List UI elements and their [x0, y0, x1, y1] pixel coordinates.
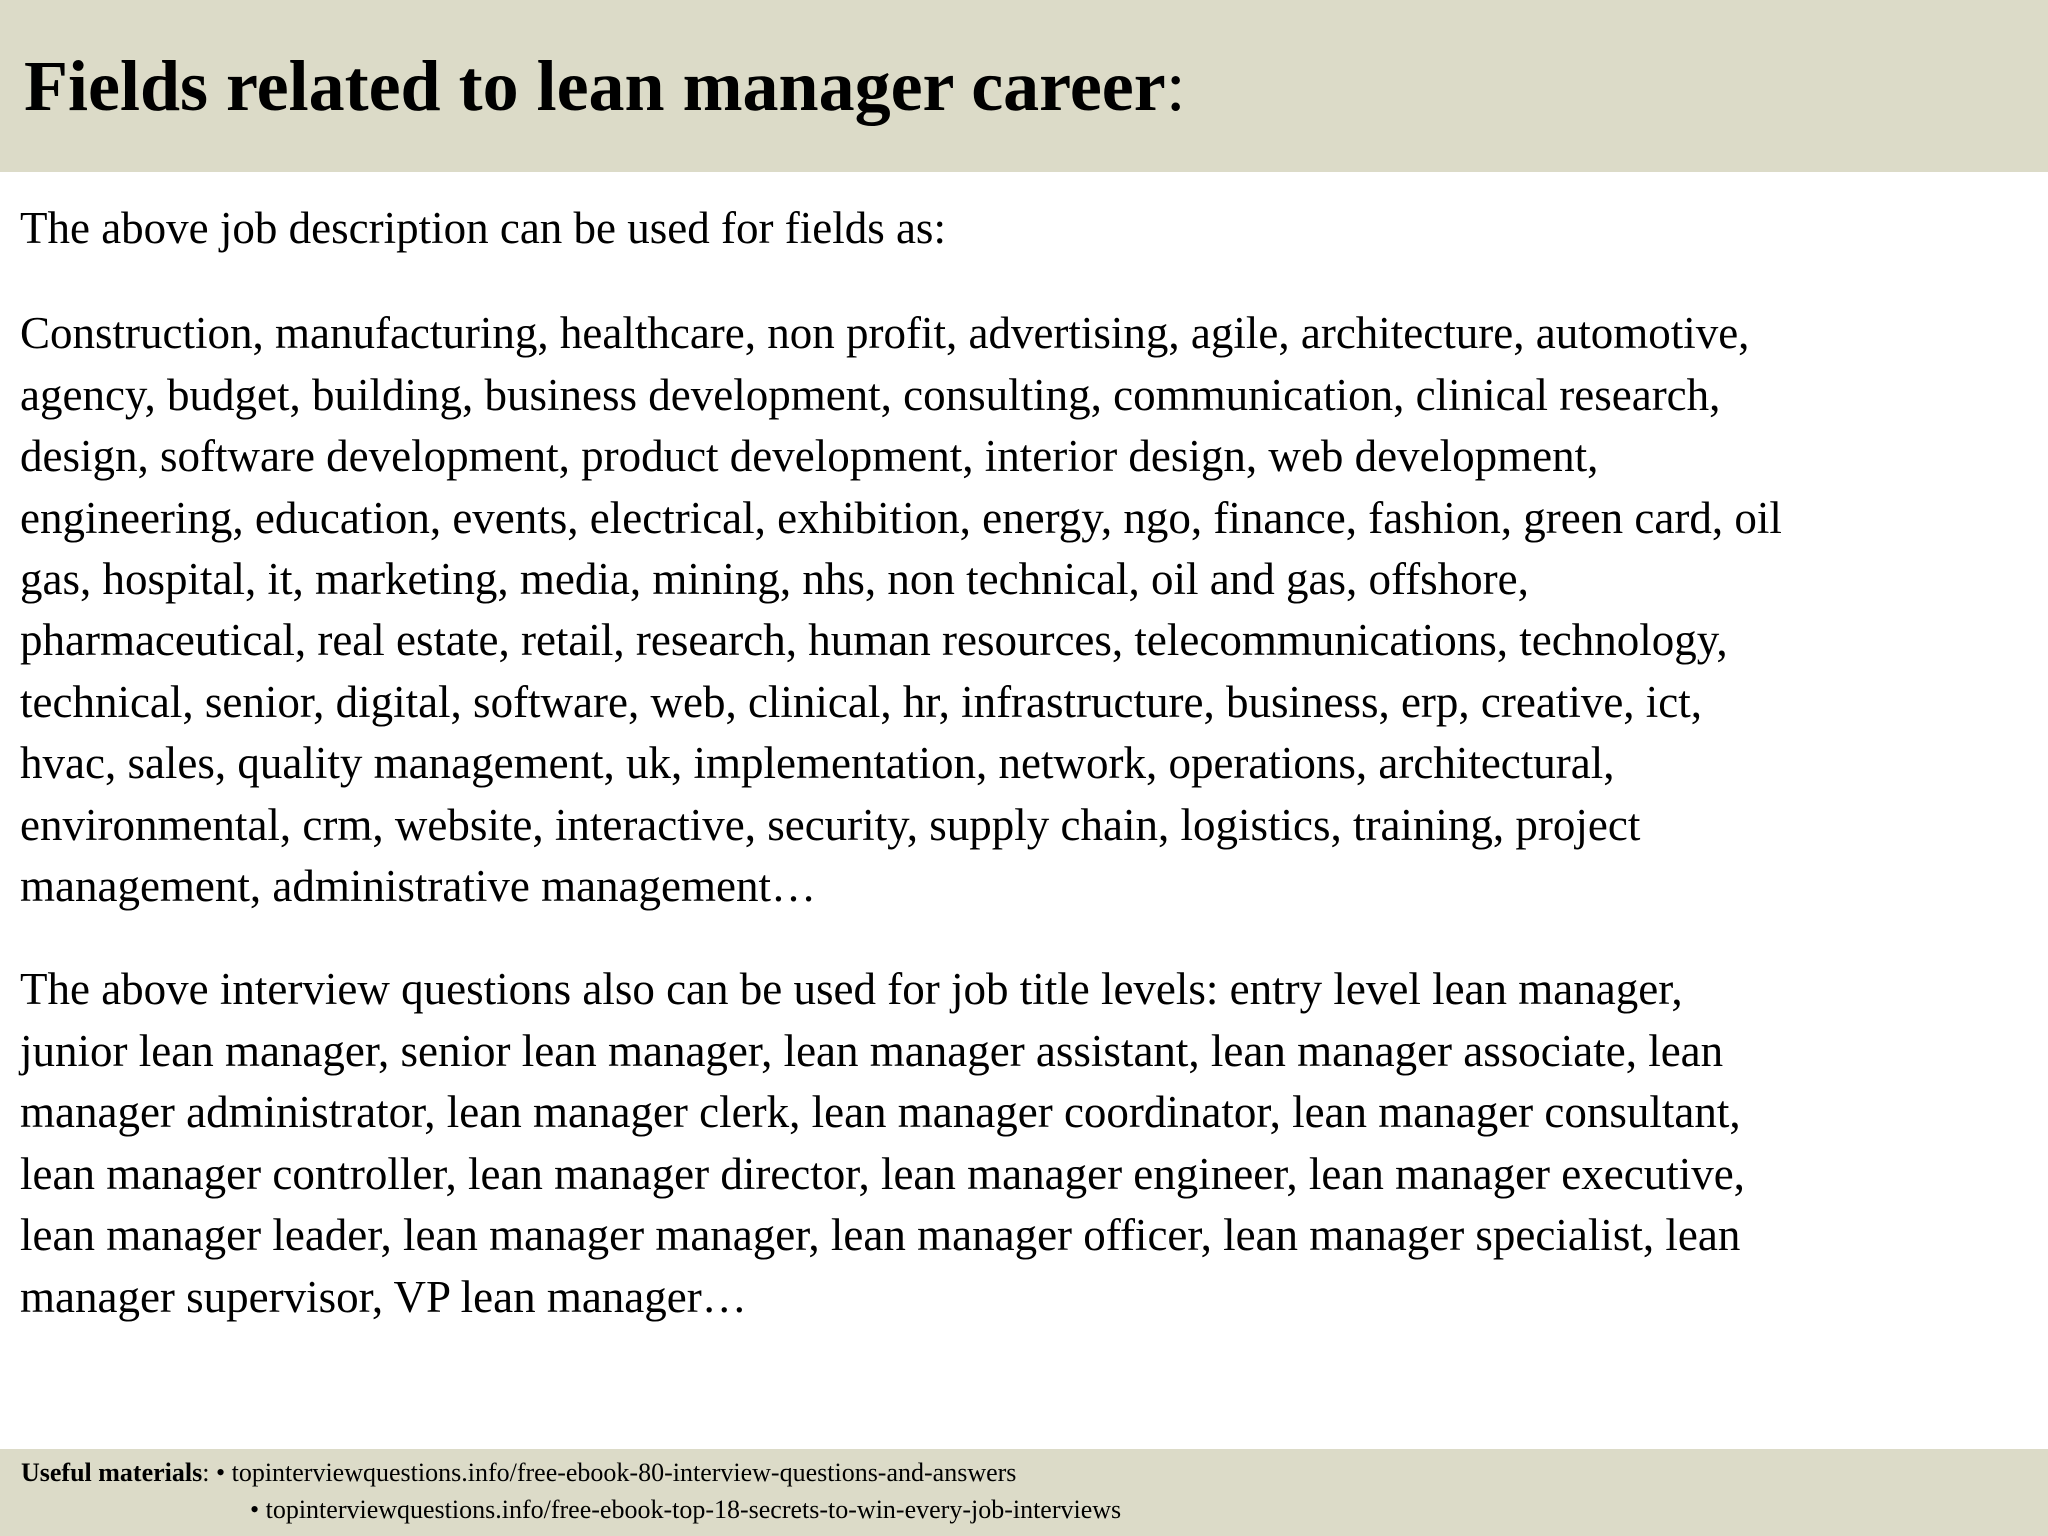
slide-title-colon: :	[1165, 46, 1186, 126]
footer-link[interactable]: topinterviewquestions.info/free-ebook-top-18-secrets-to-win-every-job-interviews	[265, 1495, 1122, 1524]
fields-line: design, software development, product development, interior design, web development,	[20, 431, 1599, 482]
levels-line: The above interview questions also can be used for job title levels: entry level lean manager,	[20, 964, 1683, 1015]
job-levels-paragraph	[20, 959, 2030, 1327]
fields-line: technical, senior, digital, software, web, clinical, hr, infrastructure, business, erp, creative, ict,	[20, 676, 1703, 727]
intro-paragraph: The above job description can be used for fields as:	[20, 203, 946, 253]
slide-title-text: Fields related to lean manager career	[24, 46, 1166, 126]
footer-link[interactable]: topinterviewquestions.info/free-ebook-80-interview-questions-and-answers	[231, 1458, 1017, 1487]
fields-line: engineering, education, events, electrical, exhibition, energy, ngo, finance, fashion, green card, oil	[20, 492, 1782, 543]
useful-materials-label: Useful materials	[21, 1458, 203, 1487]
footer-separator: :	[202, 1458, 216, 1487]
levels-line: manager administrator, lean manager clerk, lean manager coordinator, lean manager consultant,	[20, 1087, 1741, 1138]
bullet-icon: •	[250, 1495, 266, 1524]
fields-line: hvac, sales, quality management, uk, implementation, network, operations, architectural,	[20, 738, 1615, 789]
slide-body	[20, 198, 2030, 1328]
levels-line: lean manager controller, lean manager director, lean manager engineer, lean manager executive,	[20, 1148, 1745, 1199]
bullet-icon: •	[215, 1458, 232, 1487]
fields-line: Construction, manufacturing, healthcare, non profit, advertising, agile, architecture, automotive,	[20, 308, 1750, 359]
fields-line: management, administrative management…	[20, 861, 816, 912]
levels-line: lean manager leader, lean manager manager, lean manager officer, lean manager specialist, lean	[20, 1210, 1741, 1261]
levels-line: manager supervisor, VP lean manager…	[20, 1271, 747, 1322]
useful-materials	[21, 1454, 1121, 1528]
slide-title	[24, 38, 1186, 134]
fields-line: agency, budget, building, business development, consulting, communication, clinical research,	[20, 369, 1721, 420]
levels-line: junior lean manager, senior lean manager, lean manager assistant, lean manager associate, lean	[20, 1025, 1724, 1076]
fields-line: gas, hospital, it, marketing, media, mining, nhs, non technical, oil and gas, offshore,	[20, 554, 1529, 605]
footer-line-2	[21, 1491, 1121, 1528]
fields-line: environmental, crm, website, interactive, security, supply chain, logistics, training, project	[20, 799, 1641, 850]
fields-paragraph	[20, 303, 2030, 917]
footer-line-1	[21, 1454, 1121, 1491]
fields-line: pharmaceutical, real estate, retail, research, human resources, telecommunications, technology,	[20, 615, 1728, 666]
